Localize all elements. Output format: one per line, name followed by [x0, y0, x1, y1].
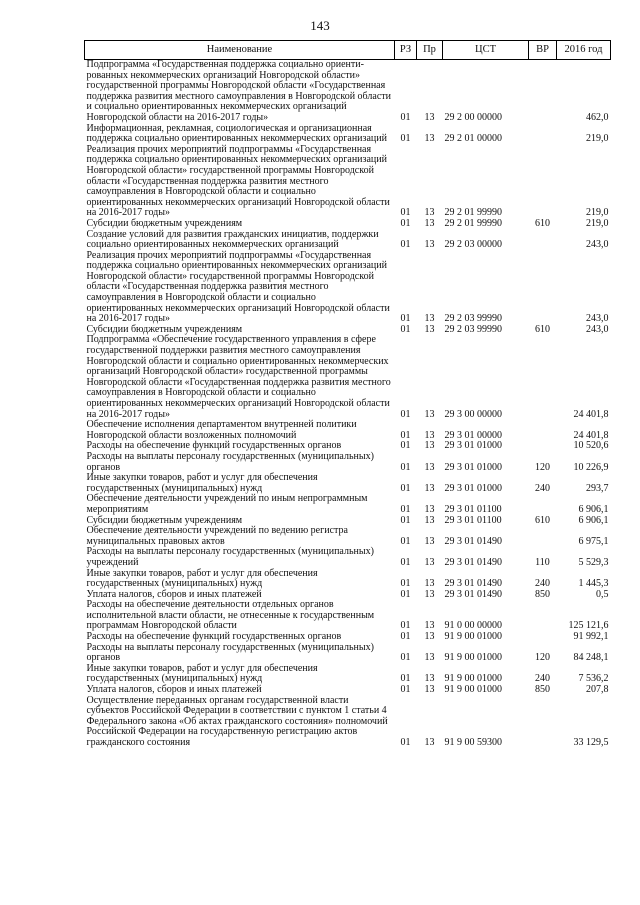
row-vr: [529, 124, 557, 145]
row-cst: 29 3 01 01490: [444, 535, 502, 547]
row-name: Обеспечение деятельности учреждений по иным непрограммным мероприятиям: [86, 493, 368, 515]
table-row: [85, 547, 611, 568]
table-row: [85, 251, 611, 325]
row-vr: [529, 441, 557, 452]
row-cst: 29 3 01 01490: [444, 588, 502, 600]
row-name: Подпрограмма «Государственная поддержка социально ориенти-рованных некоммерческих организаций Новгородской области» государственной программы Новгородской области «Государственная поддержка развития местного самоуправления в Новгородской области и социально ориентированных некоммерческих организаций Новгородской области на 2016-2017 годы»: [86, 59, 391, 123]
row-cst: 29 3 00 00000: [444, 408, 502, 420]
row-amount: 24 401,8: [573, 408, 609, 420]
row-vr: 610: [535, 514, 550, 526]
row-name: Расходы на выплаты персоналу государственных (муниципальных) органов: [86, 450, 374, 473]
row-pr: 13: [424, 111, 435, 123]
row-pr: 13: [424, 461, 435, 473]
table-row: [85, 420, 611, 441]
table-row: [85, 124, 611, 145]
row-pr: 13: [424, 514, 435, 526]
row-pr: 13: [424, 313, 435, 325]
row-pr: 13: [424, 503, 435, 515]
row-pr: 13: [424, 217, 435, 229]
row-name: Реализация прочих мероприятий подпрограммы «Государственная поддержка социально ориентированных некоммерческих организаций Новгородской области» государственной программы Новгородской области «Государственная поддержка развития местного самоуправления в Новгородской области и социально ориентированных некоммерческих организаций Новгородской области на 2016-2017 годы»: [86, 249, 390, 325]
row-rz: 01: [400, 620, 411, 632]
row-vr: [529, 494, 557, 515]
row-name: Иные закупки товаров, работ и услуг для обеспечения государственных (муниципальных) нужд: [86, 662, 318, 685]
row-amount: 6 906,1: [578, 514, 609, 526]
table-row: [85, 230, 611, 251]
row-rz: 01: [400, 408, 411, 420]
row-name: Иные закупки товаров, работ и услуг для обеспечения государственных (муниципальных) нужд: [86, 567, 318, 590]
header-vr: ВР: [529, 41, 557, 60]
budget-table: [84, 40, 611, 749]
row-vr: [529, 230, 557, 251]
table-row: [85, 473, 611, 494]
row-pr: 13: [424, 133, 435, 145]
row-rz: 01: [400, 207, 411, 219]
row-amount: 33 129,5: [573, 737, 609, 748]
table-row: [85, 643, 611, 664]
row-pr: 13: [424, 737, 435, 748]
row-vr: 850: [535, 588, 550, 600]
row-amount: 91 992,1: [573, 631, 609, 643]
row-pr: 13: [424, 620, 435, 632]
row-amount: 0,5: [596, 588, 609, 600]
table-header: [85, 41, 611, 60]
row-cst: 91 9 00 01000: [444, 631, 502, 643]
row-vr: 610: [535, 323, 550, 335]
row-cst: 29 2 03 99990: [444, 323, 502, 335]
row-amount: 219,0: [586, 133, 609, 145]
row-name: Расходы на выплаты персоналу государственных (муниципальных) учреждений: [86, 546, 374, 568]
row-vr: [529, 420, 557, 441]
row-vr: [529, 696, 557, 749]
header-rz: РЗ: [395, 41, 417, 60]
row-name: Субсидии бюджетным учреждениям: [86, 514, 243, 526]
row-amount: 7 536,2: [578, 673, 609, 685]
row-pr: 13: [424, 408, 435, 420]
row-name: Уплата налогов, сборов и иных платежей: [86, 588, 262, 600]
header-year: 2016 год: [557, 41, 611, 60]
row-amount: 24 401,8: [573, 429, 609, 441]
row-rz: 01: [400, 588, 411, 600]
row-vr: [529, 60, 557, 124]
table-row: [85, 335, 611, 420]
row-cst: 29 3 01 01100: [444, 514, 502, 526]
row-cst: 29 2 03 00000: [444, 239, 502, 251]
row-rz: 01: [400, 239, 411, 251]
row-pr: 13: [424, 684, 435, 696]
table-row: [85, 452, 611, 473]
row-amount: 84 248,1: [573, 652, 609, 664]
row-rz: 01: [400, 111, 411, 123]
row-vr: [529, 335, 557, 420]
table-row: [85, 664, 611, 685]
row-name: Обеспечение деятельности учреждений по ведению регистра муниципальных правовых актов: [86, 525, 348, 547]
row-cst: 29 3 01 00000: [444, 429, 502, 441]
row-amount: 219,0: [586, 207, 609, 219]
row-pr: 13: [424, 429, 435, 441]
row-amount: 462,0: [586, 111, 609, 123]
row-rz: 01: [400, 503, 411, 515]
row-amount: 5 529,3: [578, 556, 609, 568]
row-amount: 10 226,9: [573, 461, 609, 473]
row-amount: 243,0: [586, 313, 609, 325]
row-pr: 13: [424, 578, 435, 590]
row-name: Создание условий для развития гражданских инициатив, поддержки социально ориентированных некоммерческих организаций: [86, 228, 379, 251]
table-row: [85, 60, 611, 124]
row-rz: 01: [400, 631, 411, 643]
row-vr: 120: [535, 461, 550, 473]
table-body: [85, 60, 611, 749]
row-cst: 29 2 01 99990: [444, 217, 502, 229]
row-rz: 01: [400, 461, 411, 473]
row-name: Информационная, рекламная, социологическая и организационная поддержка социально ориентированных некоммерческих организаций: [86, 122, 387, 145]
row-amount: 293,7: [586, 482, 609, 494]
table-row: [85, 526, 611, 547]
row-vr: [529, 600, 557, 632]
row-pr: 13: [424, 631, 435, 643]
table-row: [85, 569, 611, 590]
row-vr: [529, 526, 557, 547]
row-rz: 01: [400, 578, 411, 590]
row-amount: 125 121,6: [568, 620, 609, 632]
header-pr: Пр: [417, 41, 443, 60]
row-vr: 240: [535, 578, 550, 590]
row-rz: 01: [400, 313, 411, 325]
row-name: Расходы на обеспечение функций государственных органов: [86, 631, 342, 643]
row-cst: 29 3 01 01000: [444, 482, 502, 494]
row-amount: 6 906,1: [578, 503, 609, 515]
row-cst: 29 2 00 00000: [444, 111, 502, 123]
row-name: Подпрограмма «Обеспечение государственного управления в сфере государственной поддержки развития местного самоуправления Новгородской области и социально ориентированных некоммерческих организаций Новгородской области» государственной программы Новгородской области «Государственная поддержка развития местного самоуправления в Новгородской области и социально ориентированных некоммерческих организаций Новгородской области на 2016-2017 годы»: [86, 334, 391, 420]
row-amount: 219,0: [586, 217, 609, 229]
row-vr: [529, 251, 557, 325]
row-cst: 91 9 00 01000: [444, 684, 502, 696]
row-cst: 91 9 00 01000: [444, 673, 502, 685]
row-rz: 01: [400, 440, 411, 452]
row-name: Субсидии бюджетным учреждениям: [86, 323, 243, 335]
row-rz: 01: [400, 217, 411, 229]
row-amount: 10 520,6: [573, 440, 609, 452]
header-cst: ЦСТ: [443, 41, 529, 60]
table-row: [85, 696, 611, 749]
row-rz: 01: [400, 556, 411, 568]
header-name: Наименование: [85, 41, 395, 60]
row-name: Расходы на обеспечение деятельности отдельных органов исполнительной власти области, не отнесенные к государственным программам Новгородской области: [86, 599, 375, 632]
row-vr: 120: [535, 652, 550, 664]
row-rz: 01: [400, 482, 411, 494]
row-cst: 29 3 01 01000: [444, 440, 502, 452]
row-amount: 1 445,3: [578, 578, 609, 590]
row-vr: 850: [535, 684, 550, 696]
row-name: Обеспечение исполнения департаментом внутренней политики Новгородской области возложенных полномочий: [86, 419, 357, 441]
row-rz: 01: [400, 652, 411, 664]
row-rz: 01: [400, 429, 411, 441]
row-pr: 13: [424, 323, 435, 335]
page-number: 143: [310, 18, 330, 33]
row-cst: 29 3 01 01000: [444, 461, 502, 473]
row-cst: 29 3 01 01490: [444, 578, 502, 590]
row-name: Реализация прочих мероприятий подпрограммы «Государственная поддержка социально ориентированных некоммерческих организаций Новгородской области» государственной программы Новгородской области «Государственная поддержка развития местного самоуправления в Новгородской области и социально ориентированных некоммерческих организаций Новгородской области на 2016-2017 годы»: [86, 143, 390, 219]
row-vr: [529, 145, 557, 219]
row-rz: 01: [400, 673, 411, 685]
row-pr: 13: [424, 673, 435, 685]
row-pr: 13: [424, 588, 435, 600]
row-rz: 01: [400, 737, 411, 748]
row-name: Расходы на выплаты персоналу государственных (муниципальных) органов: [86, 641, 374, 664]
row-pr: 13: [424, 535, 435, 547]
table-row: [85, 219, 611, 230]
row-amount: 243,0: [586, 323, 609, 335]
row-vr: 110: [535, 556, 550, 568]
row-pr: 13: [424, 440, 435, 452]
row-rz: 01: [400, 684, 411, 696]
row-cst: 91 9 00 01000: [444, 652, 502, 664]
row-pr: 13: [424, 482, 435, 494]
row-cst: 29 2 03 99990: [444, 313, 502, 325]
row-rz: 01: [400, 133, 411, 145]
row-amount: 243,0: [586, 239, 609, 251]
row-cst: 91 9 00 59300: [444, 737, 502, 748]
row-name: Уплата налогов, сборов и иных платежей: [86, 684, 262, 696]
row-cst: 29 3 01 01100: [444, 503, 502, 515]
row-name: Расходы на обеспечение функций государственных органов: [86, 440, 342, 452]
table-row: [85, 494, 611, 515]
row-vr: [529, 632, 557, 643]
row-rz: 01: [400, 535, 411, 547]
row-name: Иные закупки товаров, работ и услуг для обеспечения государственных (муниципальных) нужд: [86, 472, 318, 494]
row-amount: 207,8: [586, 684, 609, 696]
row-amount: 6 975,1: [578, 535, 609, 547]
row-pr: 13: [424, 207, 435, 219]
row-cst: 29 2 01 99990: [444, 207, 502, 219]
row-pr: 13: [424, 556, 435, 568]
row-pr: 13: [424, 239, 435, 251]
table-row: [85, 145, 611, 219]
row-name: Осуществление переданных органам государственной власти субъектов Российской Федерации в соответствии с пунктом 1 статьи 4 Федерального закона «Об актах гражданского состояния» полномочий Российской Федерации на государственную регистрацию актов гражданского состояния: [86, 694, 388, 748]
row-rz: 01: [400, 514, 411, 526]
row-vr: 610: [535, 217, 550, 229]
row-pr: 13: [424, 652, 435, 664]
row-rz: 01: [400, 323, 411, 335]
row-cst: 29 3 01 01490: [444, 556, 502, 568]
row-vr: 240: [535, 673, 550, 685]
row-cst: 91 0 00 00000: [444, 620, 502, 632]
table-row: [85, 600, 611, 632]
row-cst: 29 2 01 00000: [444, 133, 502, 145]
row-name: Субсидии бюджетным учреждениям: [86, 217, 243, 229]
row-vr: 240: [535, 482, 550, 494]
